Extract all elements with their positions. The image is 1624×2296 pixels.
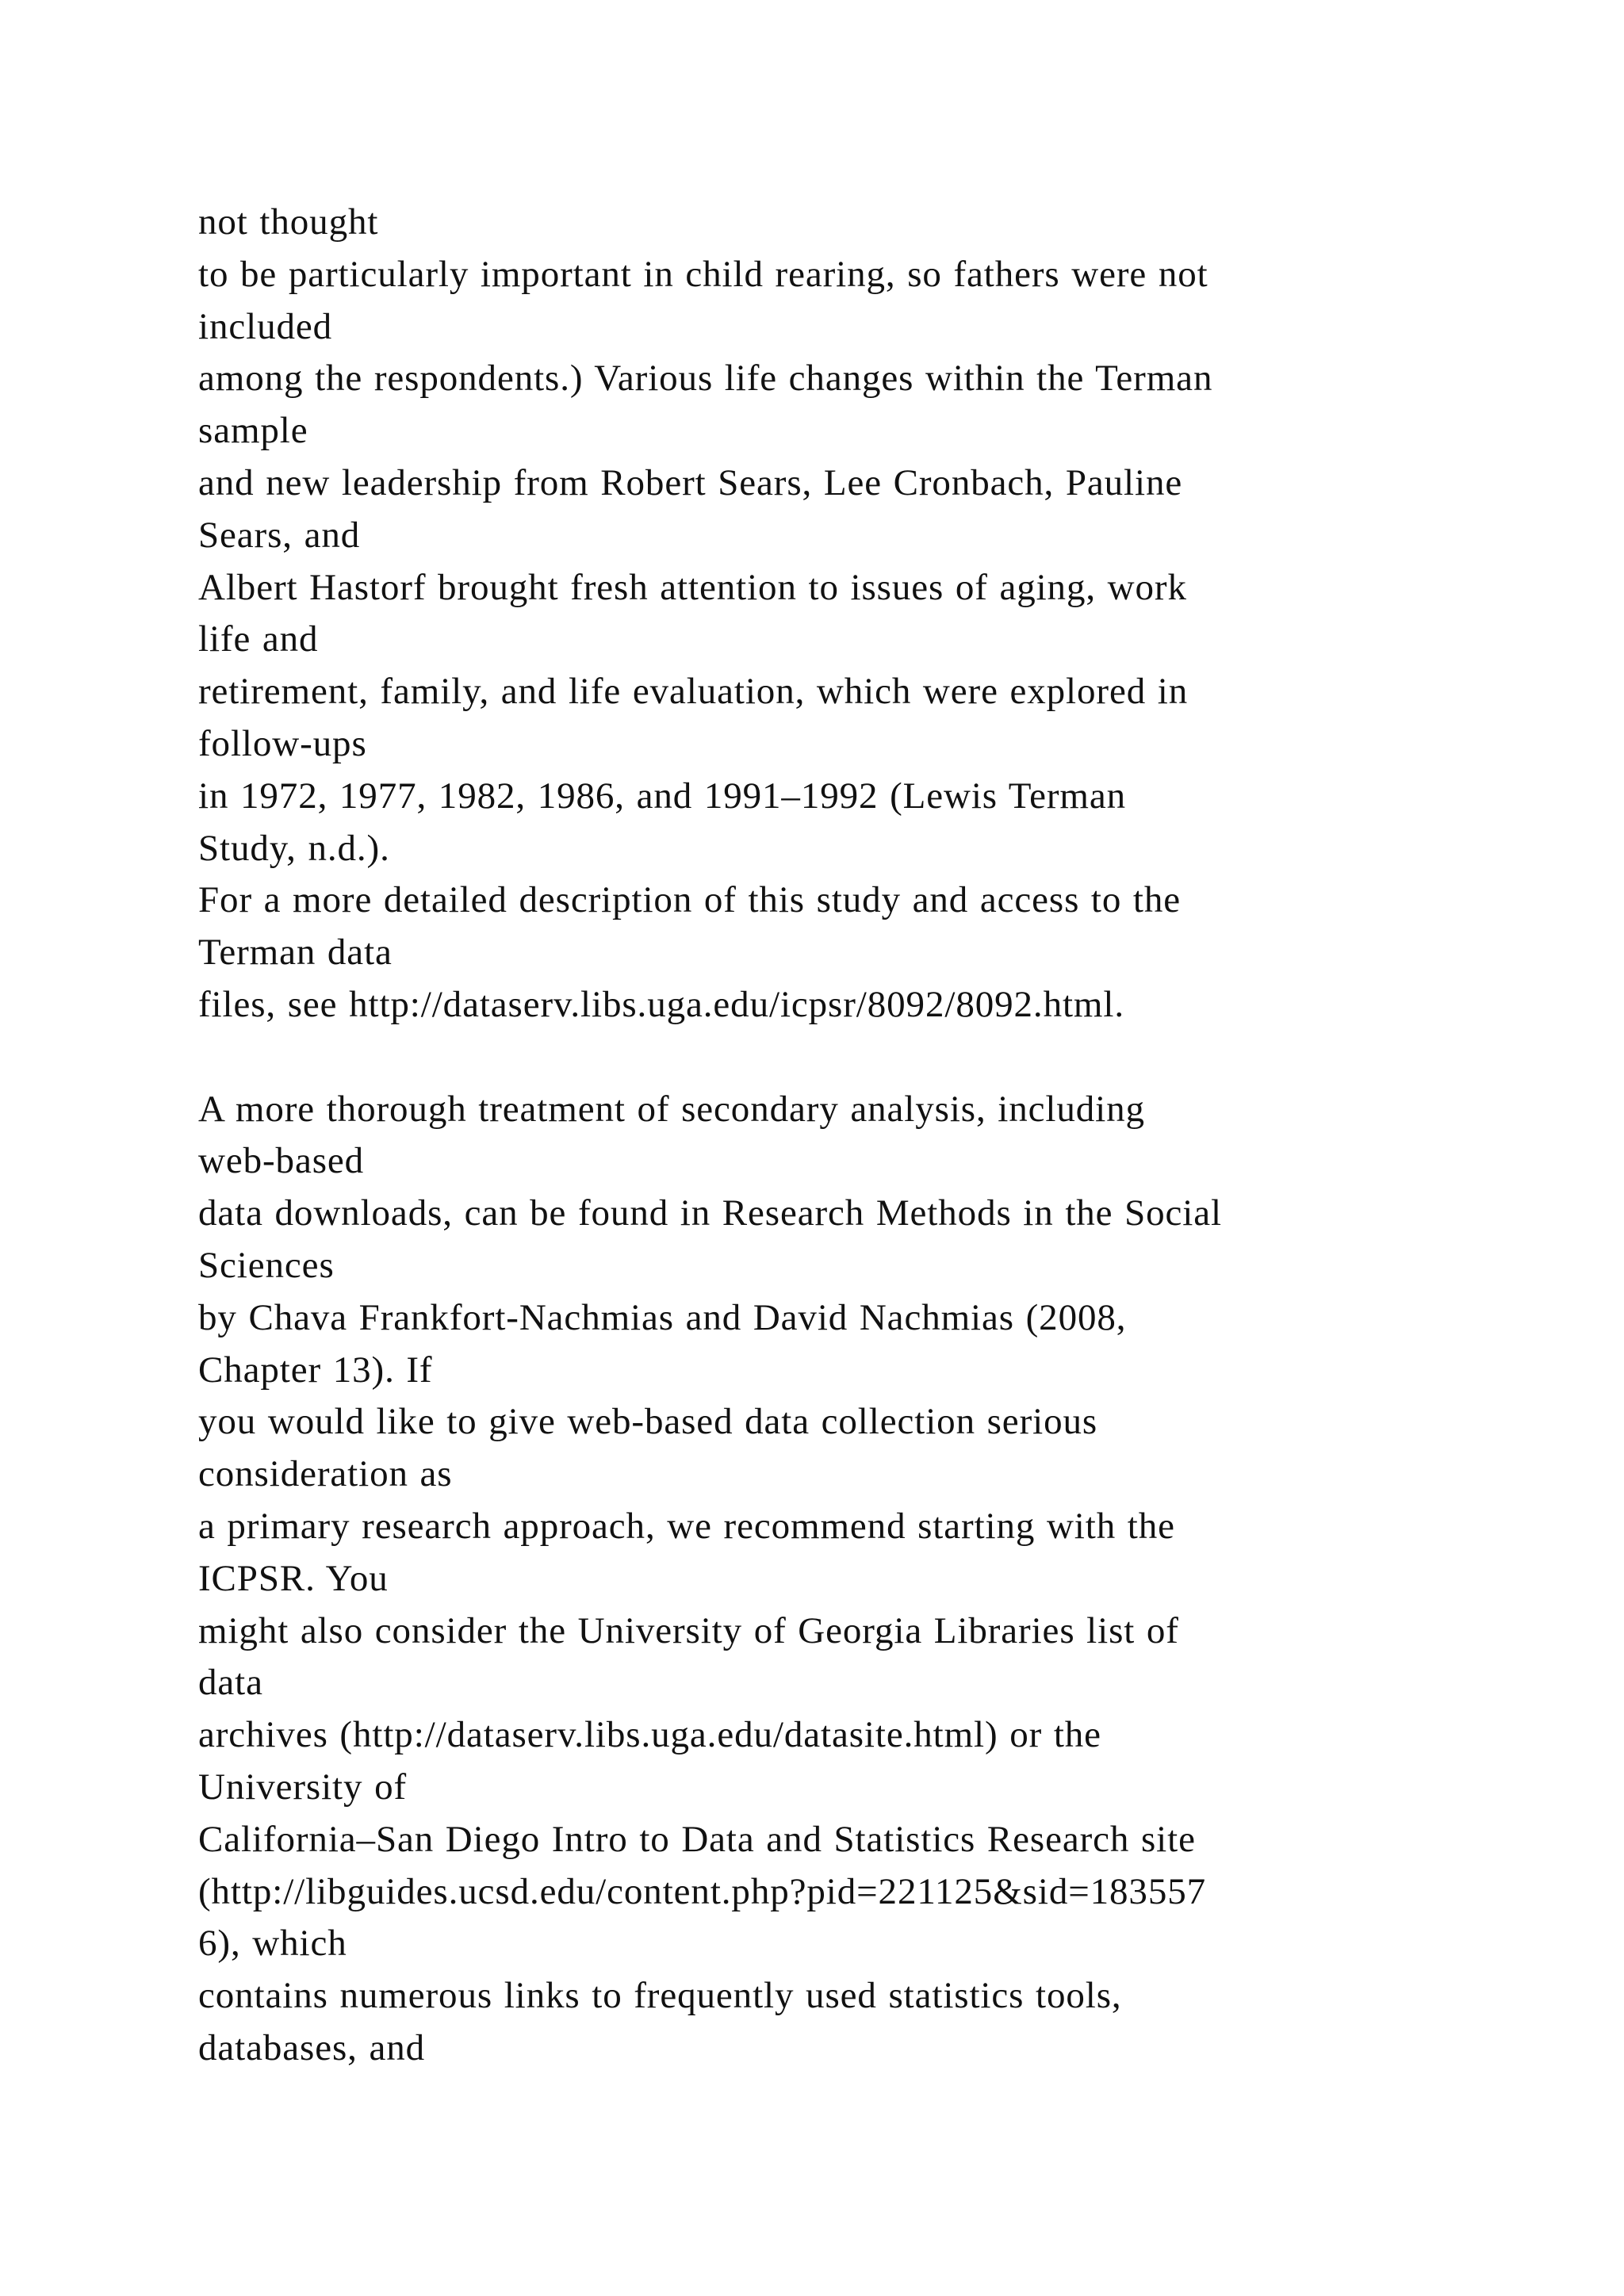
text-line: follow-ups: [198, 722, 367, 764]
url-line: files, see http://dataserv.libs.uga.edu/icpsr/8092/8092.html.: [198, 983, 1124, 1025]
text-line: and new leadership from Robert Sears, Lee Cronbach, Pauline: [198, 461, 1183, 503]
text-line: California–San Diego Intro to Data and Statistics Research site: [198, 1818, 1196, 1860]
text-line: might also consider the University of Georgia Libraries list of: [198, 1609, 1179, 1651]
text-line: retirement, family, and life evaluation, which were explored in: [198, 671, 1189, 713]
text-line: you would like to give web-based data collection serious: [198, 1401, 1098, 1443]
text-line: included: [198, 305, 333, 347]
text-line: Sears, and: [198, 514, 361, 556]
text-line: not thought: [198, 201, 379, 243]
paragraph-break: [198, 1031, 1610, 1084]
body-text: [198, 197, 1610, 2075]
text-line: data downloads, can be found in Research Methods in the Social: [198, 1192, 1222, 1234]
text-line: Chapter 13). If: [198, 1349, 433, 1391]
text-line: For a more detailed description of this study and access to the: [198, 879, 1182, 921]
text-line: contains numerous links to frequently used statistics tools,: [198, 1975, 1122, 2017]
text-line: Albert Hastorf brought fresh attention to issues of aging, work: [198, 566, 1187, 608]
text-line: data: [198, 1662, 263, 1704]
text-line: to be particularly important in child rearing, so fathers were not: [198, 253, 1208, 295]
text-line: ICPSR. You: [198, 1557, 389, 1599]
text-line: among the respondents.) Various life changes within the Terman: [198, 358, 1213, 400]
text-line: Terman data: [198, 932, 393, 974]
text-line: consideration as: [198, 1453, 453, 1495]
text-line: by Chava Frankfort-Nachmias and David Nachmias (2008,: [198, 1296, 1127, 1338]
text-line: web-based: [198, 1140, 365, 1182]
text-line: Study, n.d.).: [198, 827, 390, 869]
text-line: sample: [198, 410, 308, 452]
text-line: life and: [198, 618, 319, 660]
text-line: databases, and: [198, 2026, 426, 2068]
text-line: Sciences: [198, 1244, 335, 1286]
url-line: archives (http://dataserv.libs.uga.edu/datasite.html) or the: [198, 1714, 1101, 1756]
text-line: University of: [198, 1766, 408, 1808]
text-line: in 1972, 1977, 1982, 1986, and 1991–1992 (Lewis Terman: [198, 775, 1127, 817]
text-line: A more thorough treatment of secondary analysis, including: [198, 1088, 1145, 1130]
url-line: (http://libguides.ucsd.edu/content.php?pid=221125&sid=183557: [198, 1870, 1207, 1912]
text-line: a primary research approach, we recommend starting with the: [198, 1505, 1175, 1547]
text-line: 6), which: [198, 1923, 347, 1965]
